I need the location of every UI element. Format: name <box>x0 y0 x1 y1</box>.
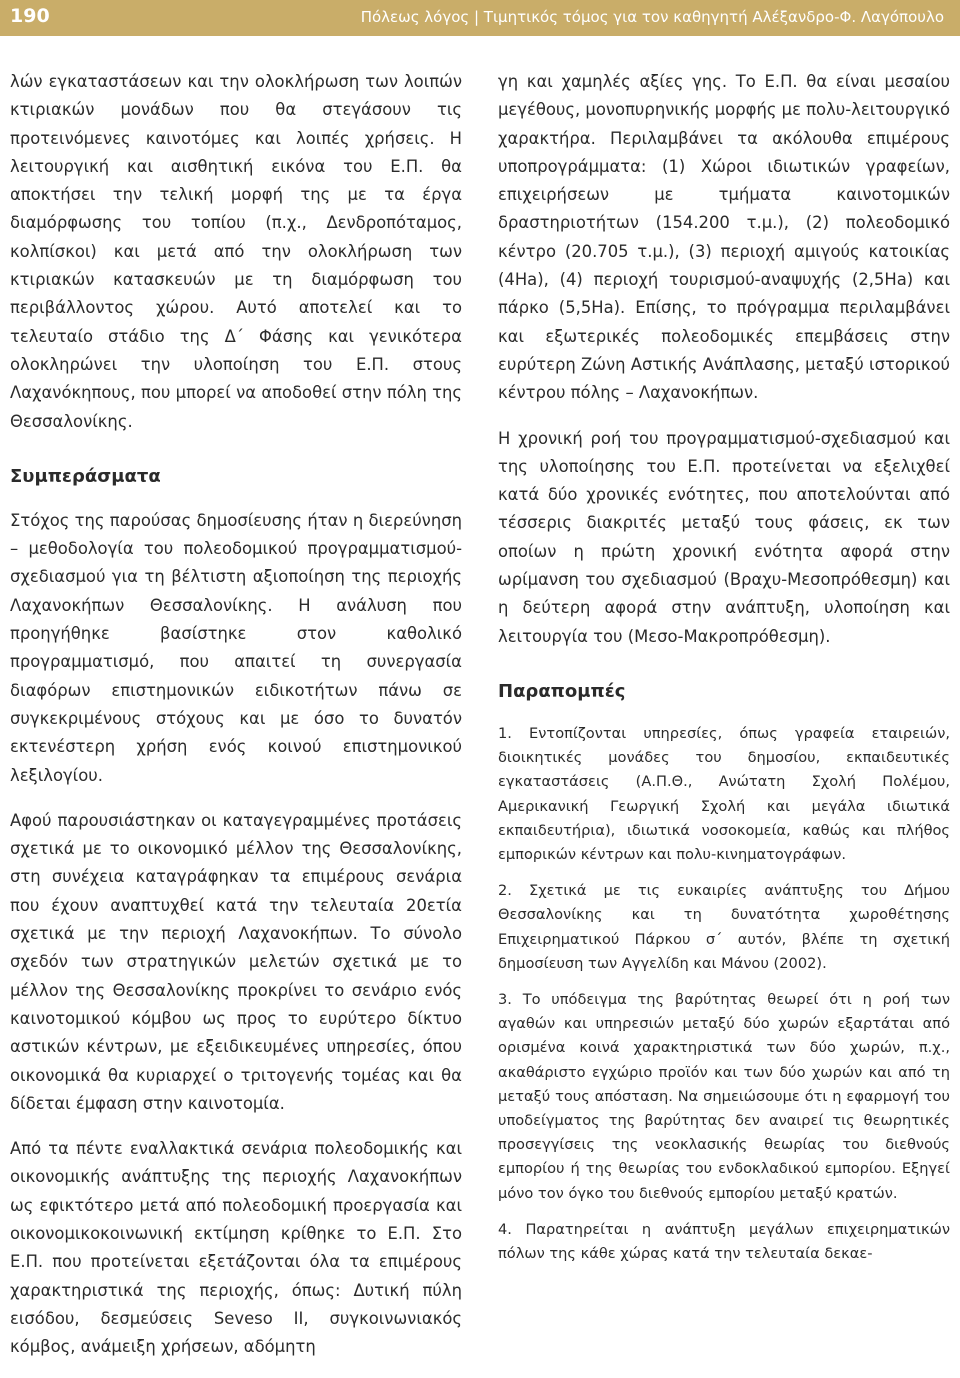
section-heading-conclusions: Συμπεράσματα <box>10 465 161 487</box>
reference-item: 4. Παρατηρείται η ανάπτυξη μεγάλων επιχειρηματικών πόλων της κάθε χώρας κατά την τελευταία δεκαε- <box>498 1220 950 1262</box>
running-title: Πόλεως λόγος | Τιμητικός τόμος για τον καθηγητή Αλέξανδρο-Φ. Λαγόπουλο <box>360 8 944 26</box>
left-column <box>10 68 462 1378</box>
reference-item: 2. Σχετικά με τις ευκαιρίες ανάπτυξης του Δήμου Θεσσαλονίκης και τη δυνατότητα χωροθέτησης Επιχειρηματικού Πάρκου σ΄ αυτόν, βλέπε τη σχετική δημοσίευση των Αγγελίδη και Μάνου (2002). <box>498 882 950 972</box>
running-header <box>0 0 960 36</box>
paragraph: γη και χαμηλές αξίες γης. Το Ε.Π. θα είναι μεσαίου μεγέθους, μονοπυρηνικής μορφής με πολυ-λειτουργικό χαρακτήρα. Περιλαμβάνει τα ακόλουθα επιμέρους υποπρογράμματα: (1) Χώροι ιδιωτικών γραφείων, επιχειρήσεων με τμήματα καινοτομικών δραστηριοτήτων (154.200 τ.μ.), (2) πολεοδομικό κέντρο (20.705 τ.μ.), (3) περιοχή αμιγούς κατοικίας (4Ha), (4) περιοχή τουρισμού-αναψυχής (2,5Ha) και πάρκο (5,5Ha). Επίσης, το πρόγραμμα περιλαμβάνει και εξωτερικές πολεοδομικές επεμβάσεις στην ευρύτερη Ζώνη Αστικής Ανάπλασης, μεταξύ ιστορικού κέντρου πόλης – Λαχανοκήπων. <box>498 72 950 403</box>
reference-item: 1. Εντοπίζονται υπηρεσίες, όπως γραφεία εταιρειών, διοικητικές μονάδες του δημοσίου, εκπαιδευτικές εγκαταστάσεις (Α.Π.Θ., Ανώτατη Σχολή Πολέμου, Αμερικανική Γεωργική Σχολή και μεγάλα ιδιωτικά εκπαιδευτήρια), ιδιωτικά νοσοκομεία, καθώς και πλήθος εμπορικών κέντρων και πολυ-κινηματογράφων. <box>498 724 950 863</box>
paragraph: λών εγκαταστάσεων και την ολοκλήρωση των λοιπών κτιριακών μονάδων που θα στεγάσουν τις προτεινόμενες καινοτόμες και λοιπές χρήσεις. Η λειτουργική και αισθητική εικόνα του Ε.Π. θα αποκτήσει την τελική μορφή της με τα έργα διαμόρφωσης του τοπίου (π.χ., Δενδροπόταμος, κολπίσκοι) και μετά από την ολοκλήρωση των κτιριακών κατασκευών με τη διαμόρφωση του περιβάλλοντος χώρου. Αυτό αποτελεί και το τελευταίο στάδιο της Δ΄ Φάσης και γενικότερα ολοκληρώνει την υλοποίηση του Ε.Π. στους Λαχανόκηπους, που μπορεί να αποδοθεί στην πόλη της Θεσσαλονίκης. <box>10 72 462 431</box>
reference-item: 3. Το υπόδειγμα της βαρύτητας θεωρεί ότι η ροή των αγαθών και υπηρεσιών μεταξύ δύο χωρών εξαρτάται από ορισμένα κοινά χαρακτηριστικά των δύο χωρών, π.χ., ακαθάριστο εγχώριο προϊόν και των δύο χωρών και από τη μεταξύ τους απόσταση. Να σημειώσουμε ότι η εφαρμογή του υποδείγματος της βαρύτητας δεν αναιρεί τις θεωρητικές προσεγγίσεις της νεοκλασικής θεωρίας του διεθνούς εμπορίου ή της θεωρίας του ενδοκλαδικού εμπορίου. Εξηγεί μόνο τον όγκο του διεθνούς εμπορίου μεταξύ κρατών. <box>498 990 950 1202</box>
paragraph: Στόχος της παρούσας δημοσίευσης ήταν η διερεύνηση – μεθοδολογία του πολεοδομικού προγραμματισμού-σχεδιασμού για τη βέλτιστη αξιοποίηση της περιοχής Λαχανοκήπων Θεσσαλονίκης. Η ανάλυση που προηγήθηκε βασίστηκε στον καθολικό προγραμματισμό, που απαιτεί τη συνεργασία διαφόρων επιστημονικών ειδικοτήτων πάνω σε συγκεκριμένους στόχους και με όσο το δυνατόν εκτενέστερη χρήση ενός κοινού επιστημονικού λεξιλογίου. <box>10 510 462 785</box>
section-heading-references: Παραπομπές <box>498 680 626 702</box>
right-column <box>498 68 950 1278</box>
paragraph: Από τα πέντε εναλλακτικά σενάρια πολεοδομικής και οικονομικής ανάπτυξης της περιοχής Λαχανοκήπων ως εφικτότερο μετά από πολεοδομική προεργασία και οικονομικοκοινωνική εκτίμηση κρίθηκε το Ε.Π. Στο Ε.Π. που προτείνεται εξετάζονται όλα τα επιμέρους χαρακτηριστικά της περιοχής, όπως: Δυτική πύλη εισόδου, δεσμεύσεις Seveso II, συγκοινωνιακός κόμβος, ανάμειξη χρήσεων, αδόμητη <box>10 1139 462 1357</box>
page-number: 190 <box>10 5 50 27</box>
paragraph: Αφού παρουσιάστηκαν οι καταγεγραμμένες προτάσεις σχετικά με το οικονομικό μέλλον της Θεσσαλονίκης, στη συνέχεια καταγράφηκαν τα επιμέρους σενάρια που έχουν αναπτυχθεί κατά την τελευταία 20ετία σχετικά με την περιοχή Λαχανοκήπων. Το σύνολο σχεδόν των στρατηγικών μελετών σχετικά με το μέλλον της Θεσσαλονίκης προκρίνει το σενάριο ενός καινοτομικού κόμβου ως προς το ευρύτερο δίκτυο αστικών κέντρων, με εξειδικευμένες υπηρεσίες, όπου οικονομικά θα κυριαρχεί ο τριτογενής τομέας και θα δίδεται έμφαση στην καινοτομία. <box>10 810 462 1113</box>
references-list <box>498 722 950 1266</box>
paragraph: Η χρονική ροή του προγραμματισμού-σχεδιασμού και της υλοποίησης του Ε.Π. προτείνεται να εξελιχθεί κατά δύο χρονικές ενότητες, που αποτελούνται από τέσσερις διακριτές μεταξύ τους φάσεις, εκ των οποίων η πρώτη χρονική ενότητα αφορά στην ωρίμανση του σχεδιασμού (Βραχυ-Μεσοπρόθεσμη) και η δεύτερη αφορά στην ανάπτυξη, υλοποίηση και λειτουργία του (Μεσο-Μακροπρόθεσμη). <box>498 428 950 646</box>
